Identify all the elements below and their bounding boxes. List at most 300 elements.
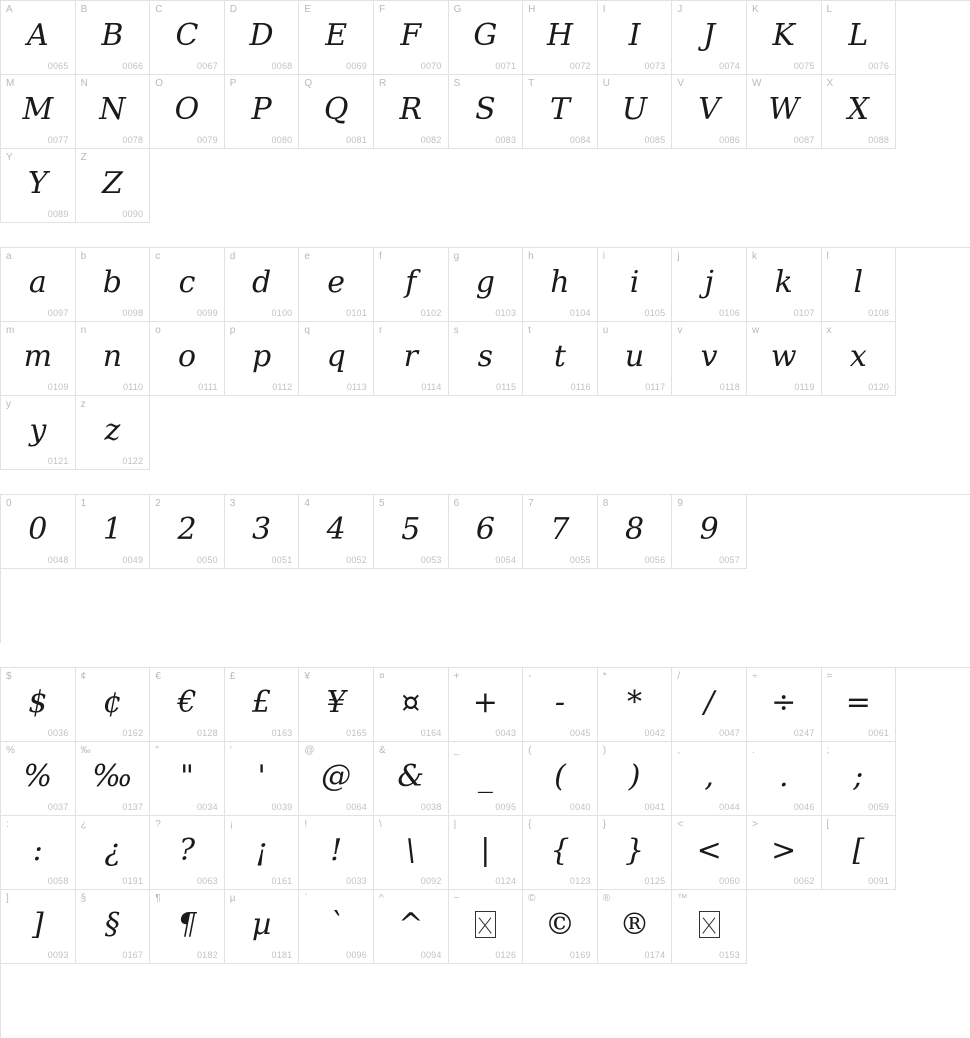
glyph-code-label: 0106 [719,308,740,318]
glyph-cell[interactable] [1,495,76,569]
glyph-char-label: X [826,78,834,89]
glyph-cell[interactable] [76,75,151,149]
glyph-cell[interactable] [150,248,225,322]
glyph-cell[interactable] [598,322,673,396]
glyph-preview: ) [628,759,641,794]
glyph-cell[interactable] [747,668,822,742]
empty-cell [150,964,225,1038]
glyph-cell[interactable] [747,75,822,149]
glyph-cell[interactable] [225,75,300,149]
glyph-preview: © [544,907,575,942]
glyph-code-label: 0137 [122,802,144,812]
glyph-cell[interactable] [523,890,598,964]
glyph-code-label: 0068 [271,61,293,71]
glyph-cell[interactable] [822,322,897,396]
glyph-cell[interactable] [822,668,897,742]
glyph-char-label: Q [304,78,313,89]
glyph-char-label: c [155,251,161,262]
glyph-code-label: 0105 [644,308,666,318]
glyph-code-label: 0181 [271,950,293,960]
glyph-char-label: + [453,671,460,682]
glyph-char-label: _ [453,745,460,756]
glyph-char-label: ^ [378,893,384,904]
glyph-code-label: 0060 [719,876,740,886]
glyph-preview: u [624,339,645,374]
glyph-preview: , [704,759,714,794]
glyph-preview: L [848,18,869,53]
glyph-code-label: 0053 [420,555,442,565]
glyph-preview: p [251,339,272,374]
glyph-code-label: 0066 [122,61,144,71]
glyph-char-label: G [453,4,462,15]
glyph-code-label: 0115 [496,382,517,392]
glyph-code-label: 0050 [196,555,218,565]
glyph-preview: ¡ [255,833,268,868]
glyph-code-label: 0055 [569,555,591,565]
glyph-code-label: 0113 [346,382,367,392]
glyph-preview: } [625,833,645,868]
glyph-preview: a [28,265,47,300]
glyph-cell[interactable] [598,495,673,569]
glyph-cell[interactable] [150,742,225,816]
glyph-code-label: 0038 [420,802,442,812]
glyph-code-label: 0054 [495,555,517,565]
empty-cell [225,964,300,1038]
glyph-code-label: 0043 [495,728,517,738]
glyph-preview: s [477,339,494,374]
glyph-preview: 7 [550,512,570,547]
glyph-code-label: 0051 [271,555,293,565]
glyph-code-label: 0070 [420,61,442,71]
glyph-cell[interactable] [374,742,449,816]
glyph-cell[interactable] [1,248,76,322]
glyph-code-label: 0062 [793,876,815,886]
glyph-code-label: 0163 [271,728,293,738]
glyph-code-label: 0153 [719,950,740,960]
glyph-preview: | [480,833,491,868]
glyph-code-label: 0128 [196,728,218,738]
glyph-cell[interactable] [374,668,449,742]
glyph-preview: y [29,413,47,448]
glyph-preview: @ [321,759,352,794]
glyph-code-label: 0088 [868,135,890,145]
glyph-char-label: [ [826,819,830,830]
glyph-char-label: x [826,325,832,336]
glyph-cell[interactable] [150,890,225,964]
glyph-cell[interactable] [150,322,225,396]
glyph-preview: 4 [326,512,346,547]
glyph-cell[interactable] [225,816,300,890]
glyph-code-label: 0069 [346,61,367,71]
glyph-block-lowercase-latin [0,247,970,470]
glyph-char-label: s [453,325,459,336]
glyph-cell[interactable] [76,668,151,742]
glyph-char-label: { [528,819,532,830]
glyph-preview: C [175,18,199,53]
glyph-cell[interactable] [598,1,673,75]
glyph-char-label: m [6,325,15,336]
glyph-code-label: 0104 [569,308,591,318]
glyph-code-label: 0036 [47,728,69,738]
glyph-char-label: ) [602,745,607,756]
glyph-code-label: 0049 [122,555,144,565]
glyph-cell[interactable] [672,668,747,742]
glyph-cell[interactable] [747,322,822,396]
glyph-char-label: ; [826,745,830,756]
glyph-char-label: ] [6,893,9,904]
empty-cell [822,890,897,964]
glyph-char-label: e [304,251,310,262]
glyph-char-label: J [677,4,683,15]
glyph-cell[interactable] [225,322,300,396]
glyph-cell[interactable] [822,1,897,75]
glyph-cell[interactable] [672,816,747,890]
glyph-char-label: j [677,251,680,262]
glyph-code-label: 0191 [122,876,144,886]
glyph-char-label: ¢ [80,671,87,682]
glyph-cell[interactable] [523,75,598,149]
glyph-cell[interactable] [822,816,897,890]
glyph-preview: ' [257,759,266,794]
glyph-char-label: § [80,893,87,904]
glyph-code-label: 0120 [868,382,890,392]
glyph-cell[interactable] [225,668,300,742]
glyph-cell[interactable] [76,396,151,470]
glyph-preview: P [251,92,272,127]
glyph-cell[interactable] [672,1,747,75]
glyph-cell[interactable] [449,322,524,396]
glyph-cell[interactable] [672,248,747,322]
glyph-cell[interactable] [523,1,598,75]
glyph-cell[interactable] [747,742,822,816]
glyph-char-label: p [229,325,236,336]
glyph-cell[interactable] [150,668,225,742]
glyph-cell[interactable] [598,248,673,322]
glyph-char-label: , [677,745,681,756]
glyph-char-label: L [826,4,833,15]
glyph-cell[interactable] [598,75,673,149]
glyph-char-label: £ [229,671,236,682]
glyph-cell[interactable] [374,495,449,569]
glyph-code-label: 0044 [719,802,740,812]
glyph-cell[interactable] [598,742,673,816]
glyph-preview: ` [328,907,344,942]
glyph-code-label: 0126 [495,950,517,960]
glyph-code-label: 0057 [719,555,740,565]
glyph-cell[interactable] [1,668,76,742]
glyph-preview: g [475,265,495,300]
glyph-code-label: 0109 [47,382,69,392]
glyph-preview: 8 [625,512,645,547]
glyph-cell[interactable] [225,890,300,964]
empty-cell [747,495,822,569]
glyph-code-label: 0058 [47,876,69,886]
glyph-char-label: 7 [528,498,534,509]
glyph-cell[interactable] [523,248,598,322]
glyph-cell[interactable] [299,816,374,890]
glyph-char-label: ¶ [155,893,161,904]
glyph-code-label: 0247 [793,728,815,738]
glyph-cell[interactable] [76,322,151,396]
glyph-char-label: l [826,251,829,262]
glyph-preview: O [174,92,200,127]
glyph-code-label: 0074 [719,61,740,71]
glyph-preview: 6 [475,512,495,547]
glyph-cell[interactable] [299,75,374,149]
glyph-cell[interactable] [449,1,524,75]
glyph-cell[interactable] [1,890,76,964]
glyph-char-label: W [751,78,762,89]
glyph-char-label: ¡ [229,819,234,830]
glyph-cell[interactable] [150,1,225,75]
glyph-cell[interactable] [374,816,449,890]
glyph-preview: < [696,833,722,868]
glyph-code-label: 0082 [420,135,442,145]
glyph-cell[interactable] [225,742,300,816]
glyph-char-label: > [751,819,758,830]
glyph-cell[interactable] [150,495,225,569]
empty-cell [1,569,76,643]
glyph-preview: 3 [252,512,272,547]
glyph-preview: 5 [401,512,421,547]
glyph-code-label: 0090 [122,209,144,219]
glyph-cell[interactable] [523,322,598,396]
glyph-cell[interactable] [299,248,374,322]
glyph-cell[interactable] [1,322,76,396]
empty-cell [822,495,897,569]
glyph-cell[interactable] [598,890,673,964]
glyph-cell[interactable] [374,322,449,396]
glyph-cell[interactable] [449,495,524,569]
glyph-char-label: = [826,671,833,682]
glyph-char-label: % [6,745,15,756]
glyph-char-label: * [602,671,607,682]
glyph-preview: F [400,18,422,53]
glyph-cell[interactable] [747,1,822,75]
glyph-preview: r [403,339,418,374]
glyph-preview: D [249,18,274,53]
glyph-cell[interactable] [225,1,300,75]
glyph-char-label: 1 [80,498,87,509]
glyph-preview: e [327,265,346,300]
glyph-cell[interactable] [1,149,76,223]
glyph-char-label: z [80,399,86,410]
glyph-preview: ^ [398,907,424,942]
glyph-cell[interactable] [598,668,673,742]
block-separator [0,223,970,247]
glyph-code-label: 0080 [271,135,293,145]
glyph-code-label: 0071 [495,61,517,71]
glyph-cell[interactable] [1,75,76,149]
glyph-cell[interactable] [747,816,822,890]
glyph-char-label: M [6,78,15,89]
glyph-cell[interactable] [672,890,747,964]
glyph-cell[interactable] [299,495,374,569]
glyph-char-label: E [304,4,312,15]
glyph-char-label: Y [6,152,13,163]
glyph-code-label: 0087 [793,135,815,145]
glyph-preview: R [399,92,423,127]
glyph-code-label: 0072 [569,61,591,71]
glyph-code-label: 0161 [271,876,293,886]
glyph-char-label: v [677,325,683,336]
glyph-code-label: 0122 [122,456,144,466]
glyph-cell[interactable] [299,890,374,964]
glyph-preview: µ [251,907,272,942]
glyph-preview: + [472,685,498,720]
glyph-cell[interactable] [150,816,225,890]
glyph-preview: o [177,339,197,374]
glyph-cell[interactable] [672,495,747,569]
glyph-preview: K [772,18,795,53]
glyph-code-label: 0052 [346,555,367,565]
glyph-preview: Z [101,166,123,201]
glyph-cell[interactable] [76,1,151,75]
glyph-preview: § [104,907,120,942]
glyph-cell[interactable] [1,396,76,470]
glyph-cell[interactable] [449,248,524,322]
glyph-cell[interactable] [449,816,524,890]
glyph-char-label: ™ [677,893,688,904]
glyph-cell[interactable] [225,248,300,322]
glyph-cell[interactable] [822,742,897,816]
glyph-cell[interactable] [523,668,598,742]
glyph-code-label: 0076 [868,61,890,71]
glyph-cell[interactable] [449,668,524,742]
empty-cell [76,964,151,1038]
glyph-cell[interactable] [672,742,747,816]
glyph-preview: J [703,18,716,53]
glyph-code-label: 0064 [346,802,367,812]
glyph-cell[interactable] [76,742,151,816]
glyph-char-label: / [677,671,681,682]
glyph-cell[interactable] [523,495,598,569]
glyph-preview: H [546,18,574,53]
glyph-code-label: 0124 [495,876,517,886]
glyph-char-label: P [229,78,237,89]
glyph-preview: > [771,833,797,868]
glyph-code-label: 0081 [346,135,367,145]
glyph-code-label: 0034 [196,802,218,812]
glyph-cell[interactable] [76,495,151,569]
glyph-cell[interactable] [598,816,673,890]
glyph-cell[interactable] [76,816,151,890]
glyph-cell[interactable] [449,742,524,816]
glyph-preview: ¥ [326,685,346,720]
glyph-preview: € [177,685,197,720]
glyph-cell[interactable] [374,248,449,322]
glyph-preview: " [180,759,194,794]
glyph-code-label: 0102 [420,308,442,318]
glyph-char-label: ‰ [80,745,91,756]
glyph-preview: v [700,339,718,374]
glyph-preview: = [845,685,871,720]
glyph-cell[interactable] [822,248,897,322]
glyph-char-label: F [378,4,386,15]
glyph-char-label: A [6,4,13,15]
glyph-cell[interactable] [76,890,151,964]
glyph-cell[interactable] [299,668,374,742]
glyph-code-label: 0089 [47,209,69,219]
glyph-code-label: 0169 [569,950,591,960]
glyph-cell[interactable] [1,816,76,890]
glyph-char-label: ~ [453,893,460,904]
glyph-cell[interactable] [449,75,524,149]
glyph-preview: { [550,833,570,868]
glyph-cell[interactable] [76,149,151,223]
glyph-char-label: I [602,4,606,15]
glyph-cell[interactable] [747,248,822,322]
glyph-cell[interactable] [225,495,300,569]
glyph-code-label: 0098 [122,308,144,318]
glyph-preview: l [853,265,864,300]
glyph-code-label: 0091 [868,876,890,886]
glyph-char-label: i [602,251,605,262]
glyph-code-label: 0040 [569,802,591,812]
glyph-code-label: 0182 [196,950,218,960]
glyph-char-label: | [453,819,457,830]
empty-cell [747,890,822,964]
glyph-preview: G [473,18,498,53]
glyph-cell[interactable] [672,75,747,149]
glyph-cell[interactable] [374,75,449,149]
glyph-cell[interactable] [374,890,449,964]
glyph-cell[interactable] [672,322,747,396]
glyph-preview: £ [252,685,272,720]
glyph-char-label: $ [6,671,12,682]
glyph-cell[interactable] [299,1,374,75]
glyph-char-label: \ [378,819,382,830]
glyph-preview: / [704,685,715,720]
glyph-code-label: 0037 [47,802,69,812]
glyph-cell[interactable] [1,742,76,816]
glyph-preview: f [405,265,417,300]
glyph-char-label: ¤ [378,671,385,682]
glyph-preview: i [629,265,640,300]
glyph-code-label: 0116 [570,382,591,392]
glyph-char-label: f [378,251,382,262]
glyph-cell[interactable] [299,742,374,816]
glyph-char-label: T [528,78,535,89]
glyph-char-label: r [378,325,383,336]
glyph-cell[interactable] [374,1,449,75]
glyph-preview: k [774,265,793,300]
glyph-code-label: 0101 [346,308,367,318]
glyph-preview: ( [554,759,566,794]
glyph-cell[interactable] [449,890,524,964]
glyph-cell[interactable] [523,742,598,816]
glyph-code-label: 0112 [272,382,293,392]
glyph-cell[interactable] [822,75,897,149]
glyph-char-label: d [229,251,236,262]
glyph-char-label: u [602,325,609,336]
glyph-cell[interactable] [299,322,374,396]
glyph-cell[interactable] [150,75,225,149]
glyph-cell[interactable] [523,816,598,890]
glyph-preview: 2 [177,512,197,547]
glyph-preview: t [553,339,566,374]
glyph-preview: ¢ [102,685,122,720]
glyph-char-label: U [602,78,610,89]
glyph-char-label: V [677,78,685,89]
glyph-preview: T [549,92,570,127]
glyph-cell[interactable] [1,1,76,75]
glyph-char-label: n [80,325,87,336]
glyph-preview: $ [28,685,48,720]
glyph-cell[interactable] [76,248,151,322]
glyph-code-label: 0174 [644,950,666,960]
glyph-char-label: @ [304,745,315,756]
